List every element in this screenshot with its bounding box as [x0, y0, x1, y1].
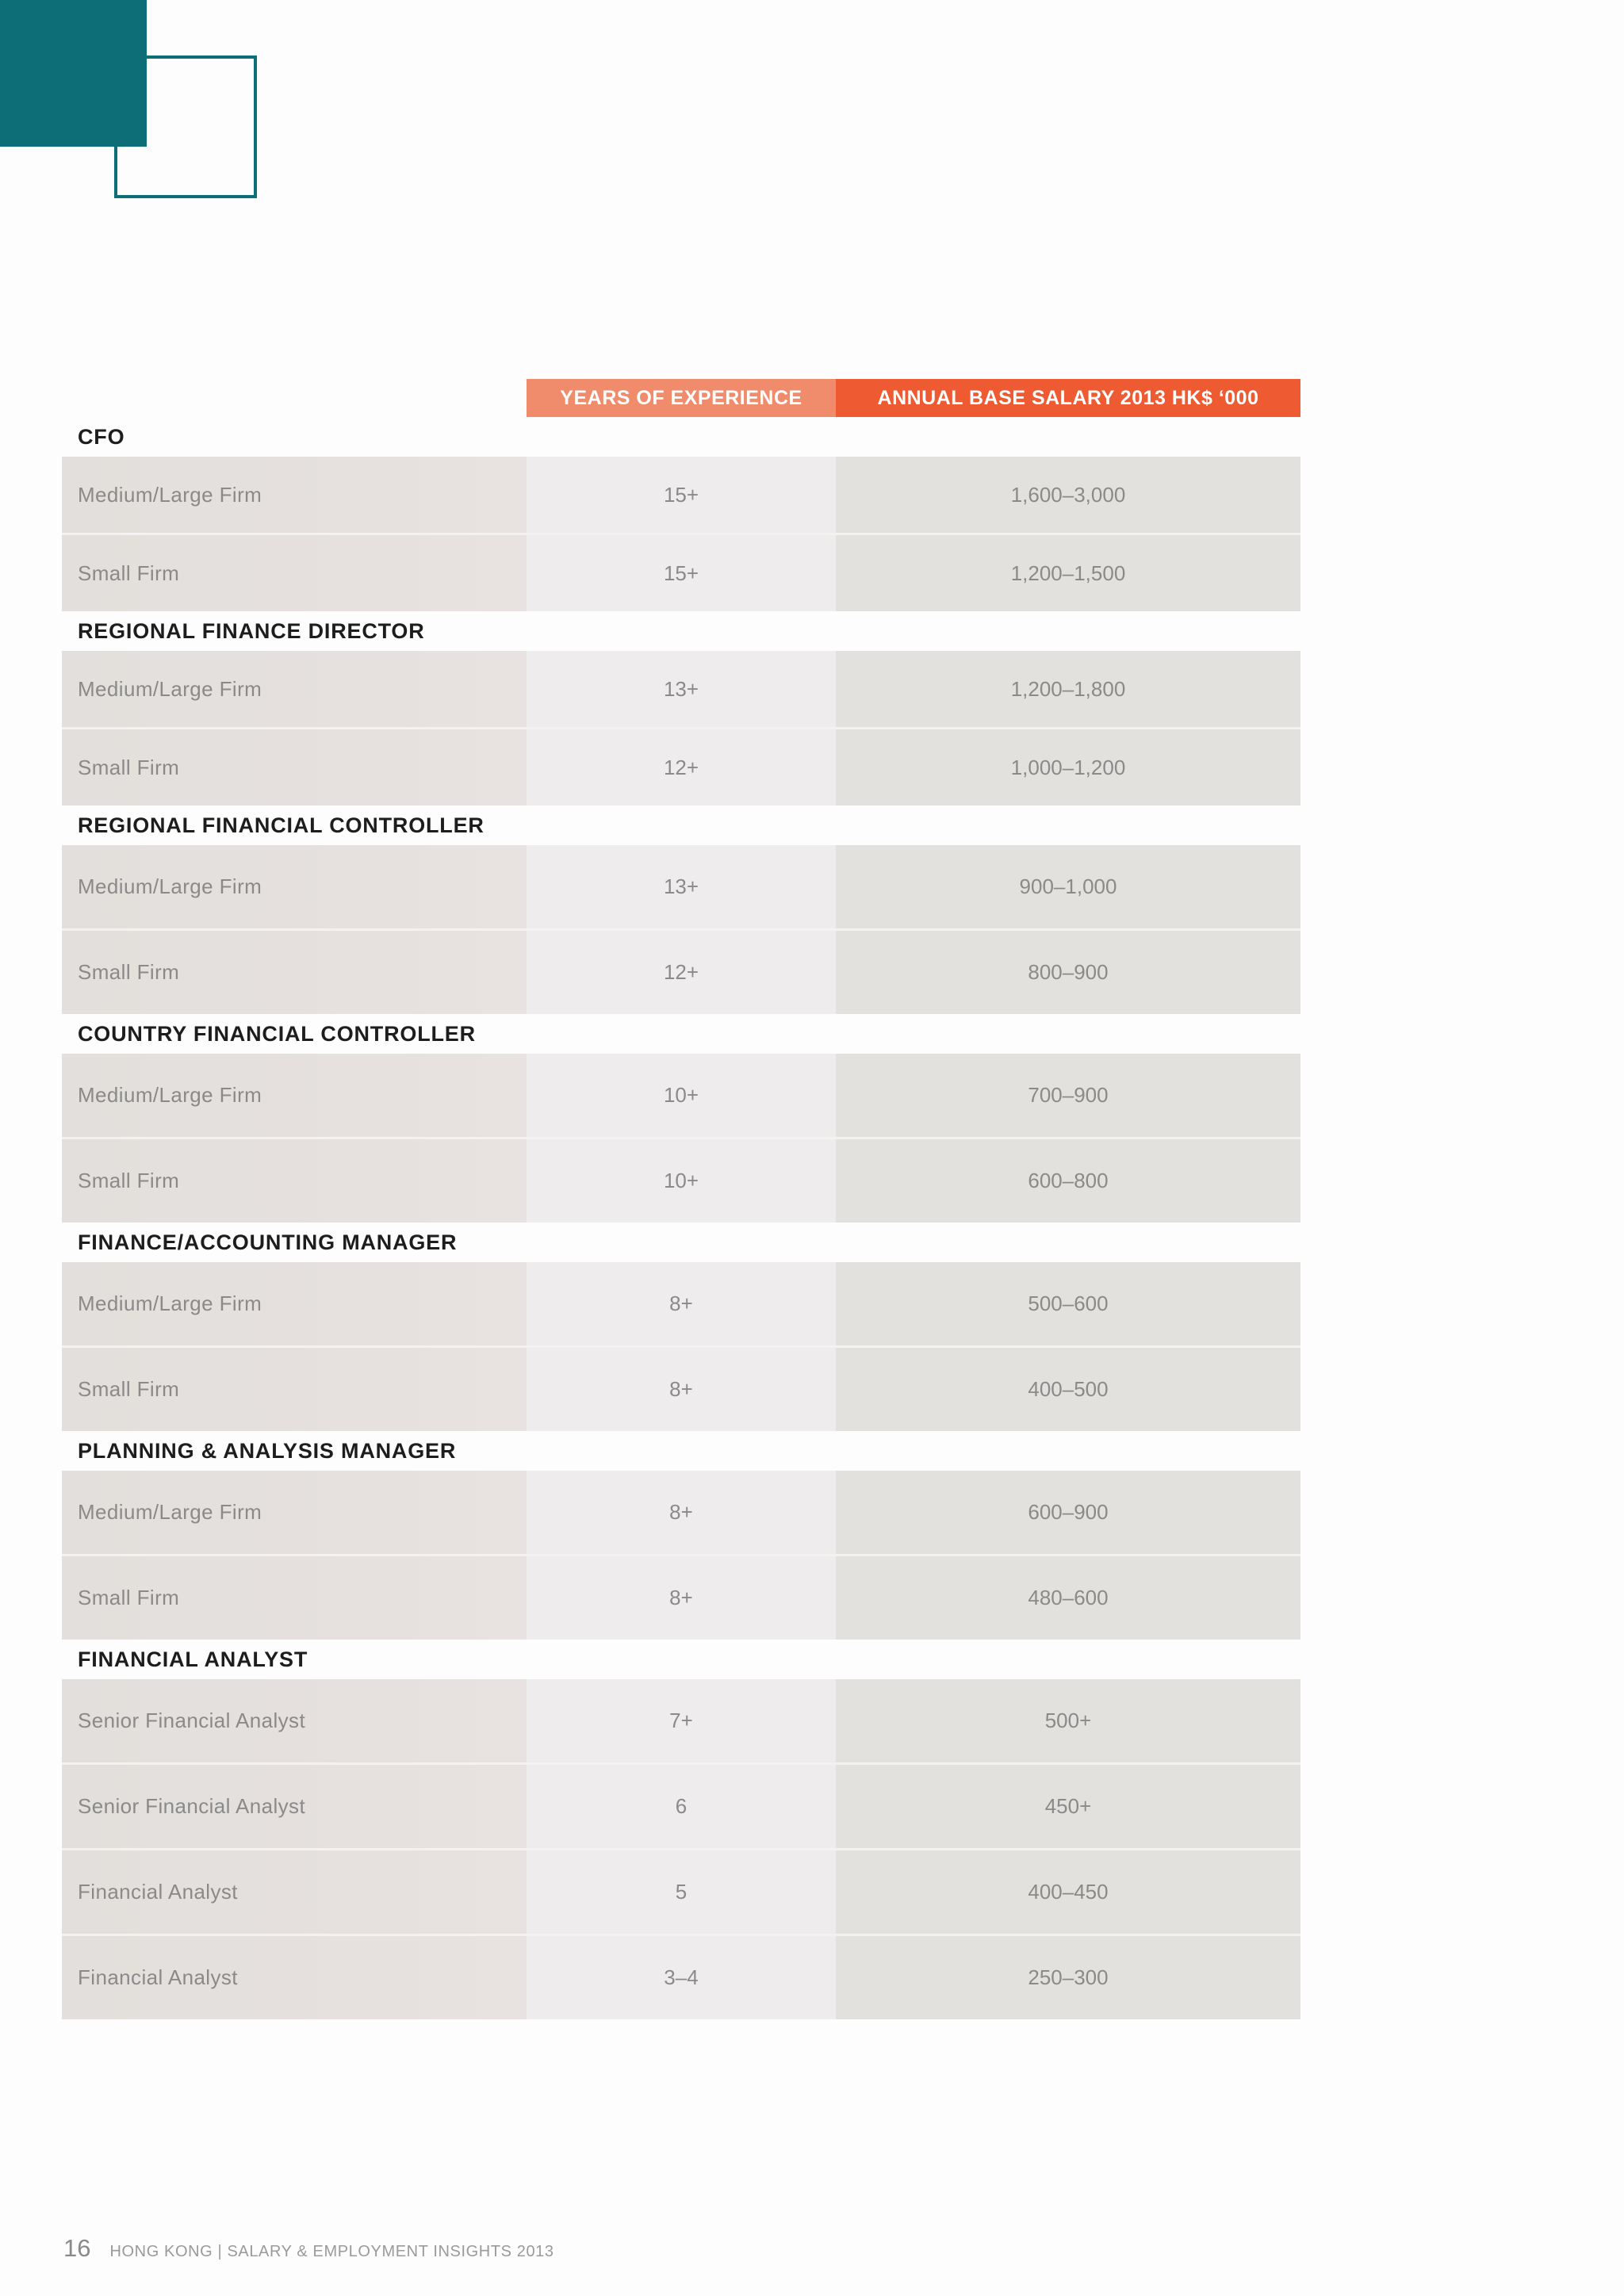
section-title: COUNTRY FINANCIAL CONTROLLER [78, 1021, 476, 1046]
table-row [62, 1348, 1300, 1431]
years-cell: 13+ [527, 651, 836, 727]
table-row [62, 1139, 1300, 1223]
role-cell: Small Firm [62, 729, 527, 806]
years-cell: 8+ [527, 1471, 836, 1554]
table-row [62, 457, 1300, 535]
years-cell: 8+ [527, 1348, 836, 1431]
decorative-outline-square [114, 55, 257, 198]
page-footer [63, 2234, 554, 2263]
salary-cell: 500–600 [836, 1262, 1300, 1345]
salary-cell: 700–900 [836, 1054, 1300, 1137]
table-row [62, 1262, 1300, 1348]
table-row [62, 1471, 1300, 1556]
role-cell: Medium/Large Firm [62, 1054, 527, 1137]
salary-table [62, 379, 1300, 2019]
years-cell: 15+ [527, 535, 836, 611]
role-cell: Small Firm [62, 931, 527, 1014]
table-row [62, 729, 1300, 806]
years-cell: 7+ [527, 1679, 836, 1762]
years-cell: 6 [527, 1765, 836, 1848]
table-row [62, 1850, 1300, 1936]
page-number: 16 [63, 2234, 91, 2262]
table-row [62, 1556, 1300, 1640]
salary-cell: 1,600–3,000 [836, 457, 1300, 533]
years-cell: 8+ [527, 1262, 836, 1345]
table-row [62, 1936, 1300, 2019]
role-cell: Small Firm [62, 1556, 527, 1640]
salary-cell: 800–900 [836, 931, 1300, 1014]
salary-cell: 1,000–1,200 [836, 729, 1300, 806]
years-cell: 15+ [527, 457, 836, 533]
years-cell: 12+ [527, 729, 836, 806]
role-cell: Small Firm [62, 1348, 527, 1431]
role-cell: Medium/Large Firm [62, 845, 527, 928]
role-cell: Medium/Large Firm [62, 651, 527, 727]
role-cell: Medium/Large Firm [62, 1471, 527, 1554]
salary-cell: 1,200–1,500 [836, 535, 1300, 611]
years-cell: 5 [527, 1850, 836, 1934]
section-title: FINANCIAL ANALYST [78, 1647, 308, 1671]
table-row [62, 1765, 1300, 1850]
table-row [62, 1679, 1300, 1765]
years-cell: 13+ [527, 845, 836, 928]
section-title: CFO [78, 424, 125, 449]
years-cell: 10+ [527, 1054, 836, 1137]
salary-cell: 250–300 [836, 1936, 1300, 2019]
table-row [62, 931, 1300, 1014]
role-cell: Financial Analyst [62, 1850, 527, 1934]
table-header [62, 379, 1300, 417]
salary-cell: 900–1,000 [836, 845, 1300, 928]
role-cell: Medium/Large Firm [62, 457, 527, 533]
section-title: FINANCE/ACCOUNTING MANAGER [78, 1230, 458, 1254]
role-cell: Senior Financial Analyst [62, 1679, 527, 1762]
footer-title: HONG KONG | SALARY & EMPLOYMENT INSIGHTS 2013 [109, 2243, 554, 2260]
salary-cell: 600–900 [836, 1471, 1300, 1554]
table-row [62, 535, 1300, 611]
table-row [62, 845, 1300, 931]
years-cell: 12+ [527, 931, 836, 1014]
salary-cell: 480–600 [836, 1556, 1300, 1640]
header-spacer [62, 379, 527, 417]
table-body [62, 417, 1300, 2019]
section-title: REGIONAL FINANCIAL CONTROLLER [78, 813, 485, 837]
salary-cell: 500+ [836, 1679, 1300, 1762]
salary-cell: 1,200–1,800 [836, 651, 1300, 727]
section-title: PLANNING & ANALYSIS MANAGER [78, 1438, 457, 1463]
header-annual-base-salary: ANNUAL BASE SALARY 2013 HK$ ‘000 [836, 379, 1300, 417]
role-cell: Small Firm [62, 535, 527, 611]
salary-cell: 400–500 [836, 1348, 1300, 1431]
years-cell: 8+ [527, 1556, 836, 1640]
salary-cell: 400–450 [836, 1850, 1300, 1934]
table-row [62, 1054, 1300, 1139]
role-cell: Financial Analyst [62, 1936, 527, 2019]
table-row [62, 651, 1300, 729]
years-cell: 10+ [527, 1139, 836, 1223]
years-cell: 3–4 [527, 1936, 836, 2019]
header-years-of-experience: YEARS OF EXPERIENCE [527, 379, 836, 417]
section-title: REGIONAL FINANCE DIRECTOR [78, 618, 425, 643]
salary-cell: 600–800 [836, 1139, 1300, 1223]
salary-cell: 450+ [836, 1765, 1300, 1848]
role-cell: Small Firm [62, 1139, 527, 1223]
role-cell: Senior Financial Analyst [62, 1765, 527, 1848]
role-cell: Medium/Large Firm [62, 1262, 527, 1345]
